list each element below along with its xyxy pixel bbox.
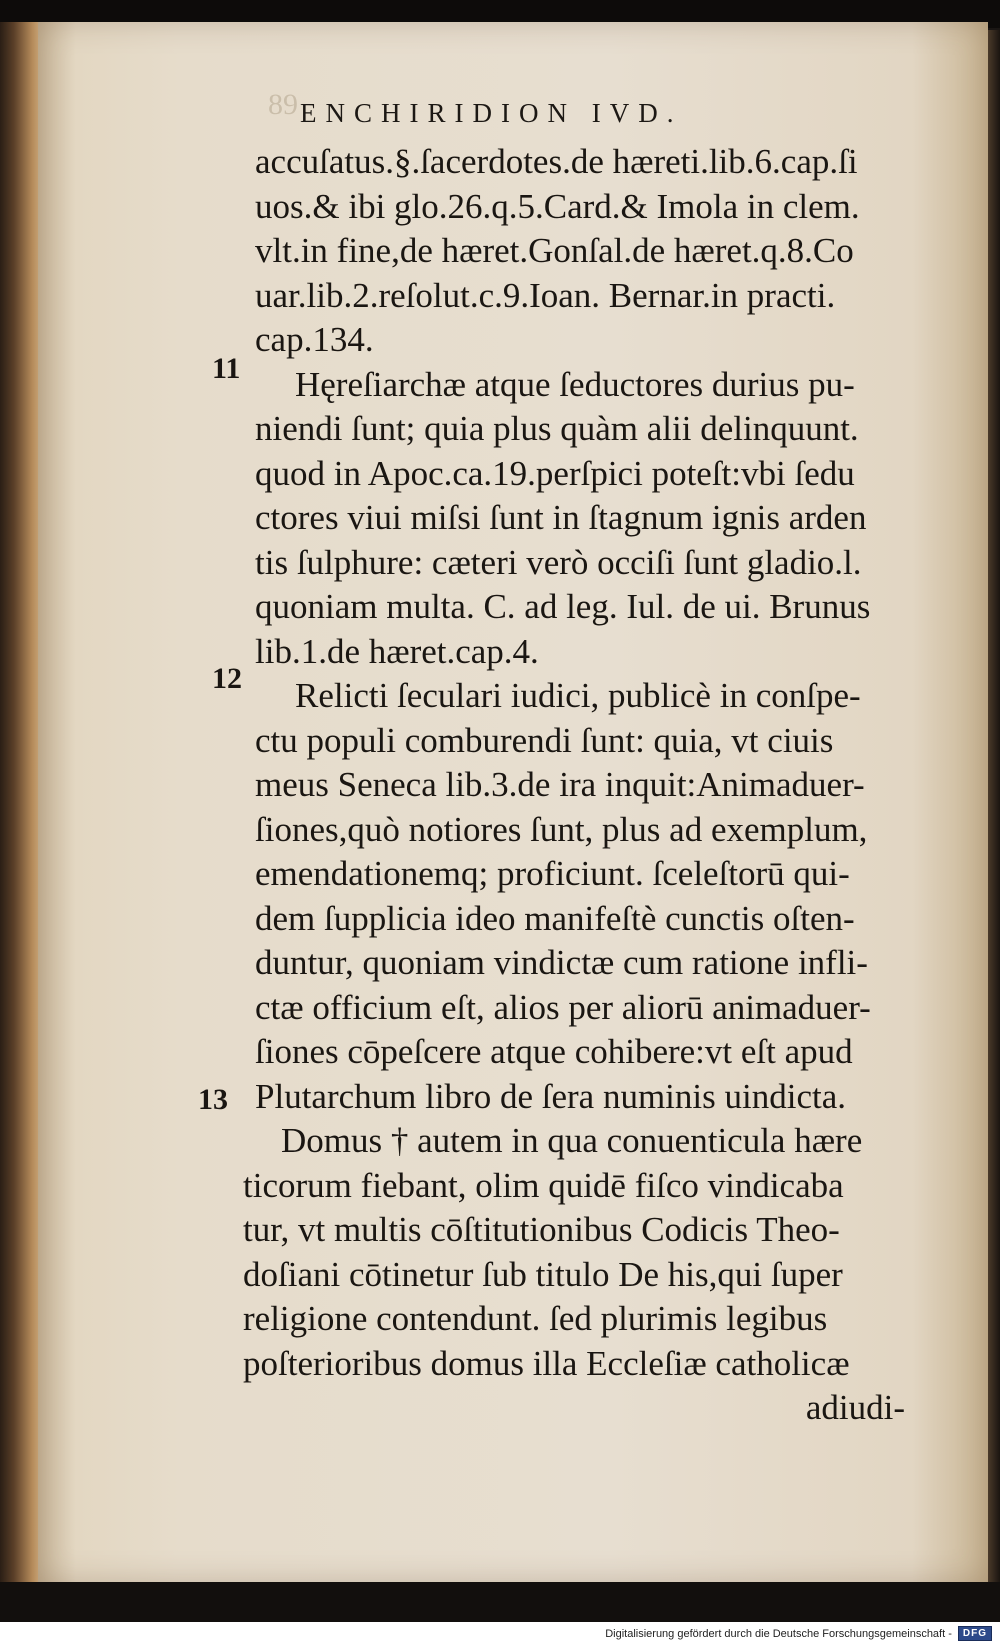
margin-number-12: 12 [212,662,242,695]
running-header: ENCHIRIDION IVD. [300,98,683,128]
text-line: poſterioribus domus illa Eccleſiæ catholicæ [243,1343,850,1383]
text-line: quoniam multa. C. ad leg. Iul. de ui. Brunus [255,587,871,626]
ghost-page-number: 89 [268,88,298,121]
text-line: ctores viui miſsi ſunt in ſtagnum ignis arden [255,498,867,537]
funding-credit: Digitalisierung gefördert durch die Deutsche Forschungsgemeinschaft - [605,1627,952,1640]
text-line: ctu populi comburendi ſunt: quia, vt ciuis [255,720,834,760]
text-line: tur, vt multis cōſtitutionibus Codicis Theo- [243,1210,840,1249]
text-line: meus Seneca lib.3.de ira inquit:Animaduer- [255,765,865,804]
text-line: Relicti ſeculari iudici, publicè in conſpe- [295,676,861,715]
text-line: uar.lib.2.reſolut.c.9.Ioan. Bernar.in practi. [255,275,836,315]
text-line: doſiani cōtinetur ſub titulo De his,qui ſuper [243,1254,843,1294]
scan-edge-right [988,30,1000,1590]
text-line: tis ſulphure: cæteri verò occiſi ſunt gladio.l. [255,542,862,582]
text-line: dem ſupplicia ideo manifeſtè cunctis oſten- [255,898,855,938]
text-line: accuſatus.§.ſacerdotes.de hæreti.lib.6.cap.ſi [255,142,858,181]
body-text [243,140,970,1431]
margin-number-11: 11 [212,352,241,385]
text-line: ticorum fiebant, olim quidē fiſco vindicaba [243,1165,844,1205]
digitization-footer [0,1622,1000,1645]
text-line: quod in Apoc.ca.19.perſpici poteſt:vbi ſedu [255,453,855,493]
text-line: ctæ officium eſt, alios per aliorū animaduer- [255,987,871,1027]
text-line: ſiones,quò notiores ſunt, plus ad exemplum, [255,809,868,849]
text-line: ſiones cōpeſcere atque cohibere:vt eſt apud [255,1032,853,1071]
text-line: Hęreſiarchæ atque ſeductores durius pu- [295,364,855,404]
text-line: uos.& ibi glo.26.q.5.Card.& Imola in clem. [255,186,860,226]
text-line: duntur, quoniam vindictæ cum ratione infli- [255,943,868,982]
margin-number-13: 13 [198,1083,228,1116]
text-line: Domus † autem in qua conuenticula hære [281,1121,863,1160]
text-line: emendationemq; proficiunt. ſceleſtorū qui- [255,854,850,893]
text-line: vlt.in fine,de hæret.Gonſal.de hæret.q.8.Co [255,231,854,270]
text-line: religione contendunt. ſed plurimis legibus [243,1299,828,1338]
text-line: niendi ſunt; quia plus quàm alii delinquunt. [255,409,859,448]
catchword: adiudi- [805,1388,905,1427]
text-line: lib.1.de hæret.cap.4. [255,631,539,671]
text-line: Plutarchum libro de ſera numinis uindicta. [255,1076,846,1116]
text-line: cap.134. [255,320,374,359]
scan-background-bottom [0,1582,1000,1622]
dfg-logo: DFG [958,1626,992,1641]
